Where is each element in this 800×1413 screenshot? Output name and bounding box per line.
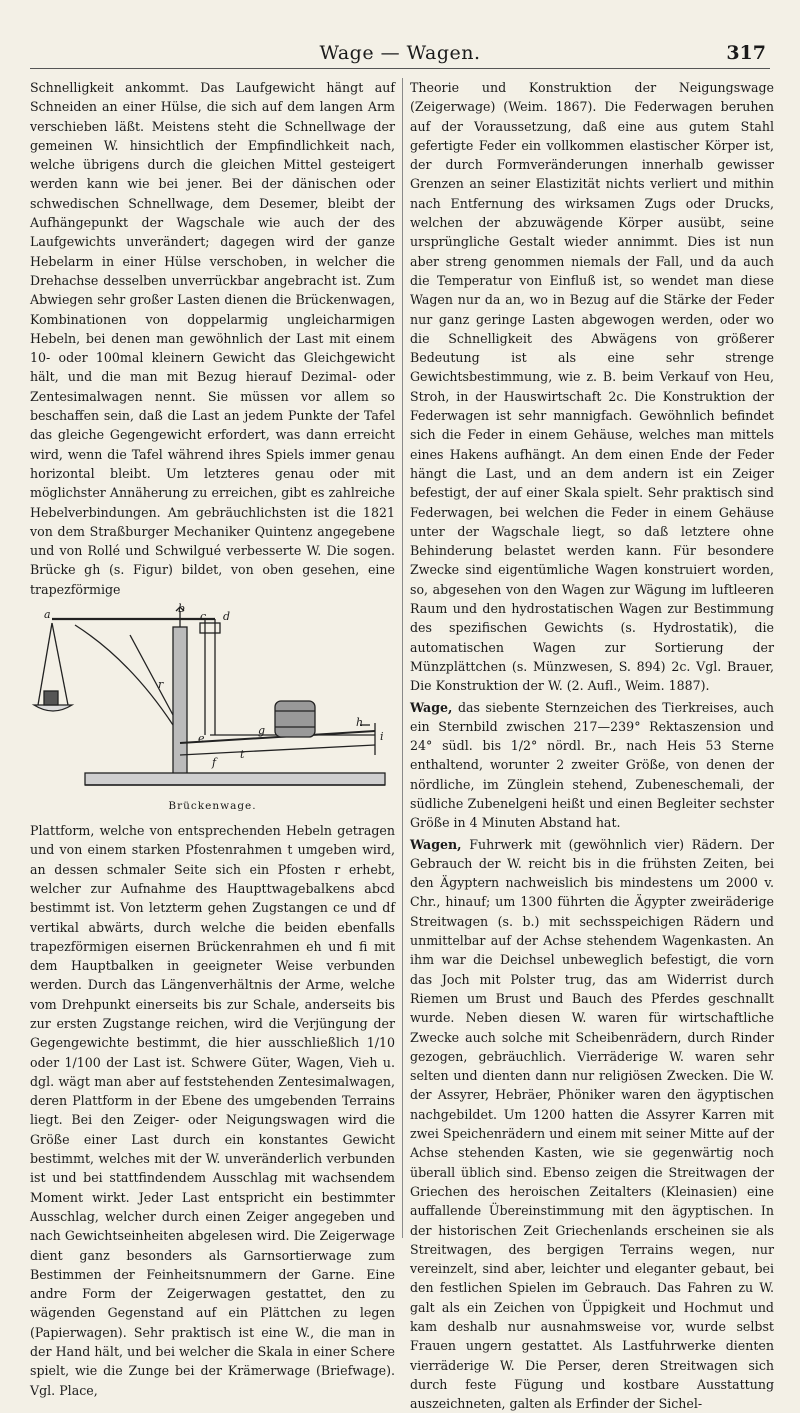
label-b: b <box>178 602 186 616</box>
headword-wagen: Wagen, <box>410 836 462 852</box>
label-i: i <box>380 730 384 744</box>
right-column <box>410 78 774 1412</box>
label-g: g <box>258 724 266 738</box>
column-divider <box>402 78 403 1238</box>
entry-wage-text: das siebente Sternzeichen des Tierkreises, auch ein Sternbild zwischen 217—239° Rektaszension und 24° südl. bis 1/2° nördl. Br., nach Heis 53 Sterne enthaltend, worunter 2 zweiter Größe, von denen der nördliche, im Zünglein stehend, Zubeneschemali, der südliche Zubenelgeni heißt und einen Begleiter sechster Größe in 4 Minuten Abstand hat. <box>410 699 774 831</box>
label-e: e <box>198 732 205 746</box>
left-paragraph-1: Schnelligkeit ankommt. Das Laufgewicht hängt auf Schneiden an einer Hülse, die sich auf dem langen Arm verschieben läßt. Meistens steht die Schnellwage der gemeinen W. hinsichtlich der Empfindlichkeit nach, welche übrigens durch die gleichen Mittel gesteigert werden kann wie bei jener. Bei der dänischen oder schwedischen Schnellwage, dem Desemer, bleibt der Aufhängepunkt der Wagschale wie auch der des Laufgewichts unverändert; dagegen wird der ganze Hebelarm in einer Hülse verschoben, in welcher die Drehachse desselben unverrückbar angebracht ist. Zum Abwiegen sehr großer Lasten dienen die Brückenwagen, Kombinationen von doppelarmig ungleicharmigen Hebeln, bei denen man gewöhnlich der Last mit einem 10- oder 100mal kleinern Gewicht das Gleichgewicht hält, und die man mit Bezug hierauf Dezimal- oder Zentesimalwagen nennt. Sie müssen vor allem so beschaffen sein, daß die Last an jedem Punkte der Tafel das gleiche Gegengewicht erfordert, was dann erreicht wird, wenn die Tafel während ihres Spiels immer genau horizontal bleibt. Um letzteres genau oder mit möglichster Annäherung zu erreichen, gibt es zahlreiche Hebelverbindungen. Am gebräuchlichsten ist die 1821 von dem Straßburger Mechaniker Quintenz angegebene und von Rollé und Schwilgué verbesserte W. Die sogen. Brücke gh (s. Figur) bildet, von oben gesehen, eine trapezförmige <box>30 80 395 597</box>
entry-wagen <box>410 835 774 1413</box>
label-t: t <box>240 748 245 762</box>
label-c: c <box>200 610 207 624</box>
label-h: h <box>356 716 364 730</box>
page-header <box>30 38 770 69</box>
label-f: f <box>212 756 217 770</box>
bridge-scale-figure <box>30 602 395 817</box>
right-paragraph-1: Theorie und Konstruktion der Neigungswage (Zeigerwage) (Weim. 1867). Die Federwagen beruhen auf der Voraussetzung, daß eine aus gutem Stahl gefertigte Feder ein vollkommen elastischer Körper ist, der durch Formveränderungen innerhalb gewisser Grenzen an seiner Elastizität nichts verliert und mithin nach Entfernung des wirksamen Zugs oder Drucks, welchen der abzuwägende Körper ausübt, seine ursprüngliche Gestalt wieder annimmt. Dies ist nun aber streng genommen niemals der Fall, und da auch die Temperatur von Einfluß ist, so wendet man diese Wagen nur da an, wo in Bezug auf die Stärke der Feder nur ganz geringe Lasten abgewogen werden, oder wo die Schnelligkeit des Abwägens von größerer Bedeutung ist als eine sehr strenge Gewichtsbestimmung, wie z. B. beim Verkauf von Heu, Stroh, in der Hauswirtschaft 2c. Die Konstruktion der Federwagen ist sehr mannigfach. Gewöhnlich befindet sich die Feder in einem Gehäuse, welches man mittels eines Hakens aufhängt. An dem einen Ende der Feder hängt die Last, und an dem andern ist ein Zeiger befestigt, der auf einer Skala spielt. Sehr praktisch sind Federwagen, bei welchen die Feder in einem Gehäuse unter der Wagschale liegt, so daß letztere ohne Behinderung belastet werden kann. Für besondere Zwecke sind eigentümliche Wagen konstruiert worden, so, abgesehen von den Wagen zur Wägung im luftleeren Raum und den hydrostatischen Wagen zur Bestimmung des spezifischen Gewichts (s. Hydrostatik), die automatischen Wagen zur Sortierung der Münzplättchen (s. Münzwesen, S. 894) 2c. Vgl. Brauer, Die Konstruktion der W. (2. Aufl., Weim. 1887). <box>410 80 774 694</box>
label-r: r <box>158 678 164 692</box>
running-title: Wage — Wagen. <box>319 42 481 64</box>
page-number: 317 <box>726 42 766 64</box>
entry-wage-zodiac <box>410 698 774 833</box>
label-a: a <box>44 608 51 622</box>
entry-wagen-text: Fuhrwerk mit (gewöhnlich vier) Rädern. Der Gebrauch der W. reicht bis in die frühsten Zeiten, bei den Ägyptern nachweislich bis mindestens um 2000 v. Chr., hinauf; um 1300 führten die Ägypter zweiräderige Streitwagen (s. b.) mit sechsspeichigen Rädern und unmittelbar auf der Achse stehendem Wagenkasten. An ihm war die Deichsel unbeweglich befestigt, die vorn das Joch mit Polster trug, das am Widerrist durch Riemen um Brust und Bauch des Pferdes geschnallt wurde. Neben diesen W. waren für wirtschaftliche Zwecke auch solche mit Scheibenrädern, durch Rinder gezogen, gebräuchlich. Vierräderige W. waren sehr selten und dienten dann nur religiösen Zwecken. Die W. der Assyrer, Hebräer, Phöniker waren den ägyptischen nachgebildet. Um 1200 hatten die Assyrer Karren mit zwei Speichenrädern und einem mit seiner Mitte auf der Achse stehenden Kasten, wie sie gegenwärtig noch überall üblich sind. Ebenso zeigen die Streitwagen der Griechen des heroischen Zeitalters (Kleinasien) eine auffallende Übereinstimmung mit den ägyptischen. In der historischen Zeit Griechenlands erscheinen sie als Streitwagen, des bergigen Terrains wegen, nur vereinzelt, sind aber, leichter und eleganter gebaut, bei den festlichen Spielen im Gebrauch. Das Fahren zu W. galt als ein Zeichen von Üppigkeit und Hochmut und kam deshalb nur ausnahmsweise vor, wurde selbst Frauen ungern gestattet. Als Lastfuhrwerke dienten vierräderige W. Die Perser, deren Streitwagen sich durch feste Fügung und kostbare Ausstattung auszeichneten, galten als Erfinder der Sichel- <box>410 836 774 1412</box>
headword-wage: Wage, <box>410 699 453 715</box>
label-d: d <box>223 610 231 624</box>
figure-caption: Brückenwage. <box>168 800 257 813</box>
left-column <box>30 78 395 1398</box>
left-paragraph-2: Plattform, welche von entsprechenden Hebeln getragen und von einem starken Pfostenrahmen t umgeben wird, an dessen schmaler Seite sich ein Pfosten r erhebt, welcher zur Aufnahme des Haupttwagebalkens abcd bestimmt ist. Von letzterm gehen Zugstangen ce und df vertikal abwärts, durch welche die beiden ebenfalls trapezförmigen eisernen Brückenrahmen eh und fi mit dem Hauptbalken in geeigneter Weise verbunden werden. Durch das Längenverhältnis der Arme, welche vom Drehpunkt einerseits bis zur Schale, anderseits bis zur ersten Zugstange reichen, wird die Verjüngung der Gegengewichte bestimmt, die hier ausschließlich 1/10 oder 1/100 der Last ist. Schwere Güter, Wagen, Vieh u. dgl. wägt man aber auf feststehenden Zentesimalwagen, deren Plattform in der Ebene des umgebenden Terrains liegt. Bei den Zeiger- oder Neigungswagen wird die Größe einer Last durch ein konstantes Gewicht bestimmt, welches mit der W. unveränderlich verbunden ist und bei stattfindendem Ausschlag mit wachsendem Moment wirkt. Jeder Last entspricht ein bestimmter Ausschlag, welcher durch einen Zeiger angegeben und nach Gewichtseinheiten abgelesen wird. Die Zeigerwage dient ganz besonders als Garnsortierwage zum Bestimmen der Feinheitsnummern der Garne. Eine andre Form der Zeigerwagen gestattet, den zu wägenden Gegenstand auf ein Plättchen zu legen (Papierwagen). Sehr praktisch ist eine W., die man in der Hand hält, und bei welcher die Skala in einer Schere spielt, wie die Zunge bei der Krämerwage (Briefwage). Vgl. Place, <box>30 823 395 1398</box>
